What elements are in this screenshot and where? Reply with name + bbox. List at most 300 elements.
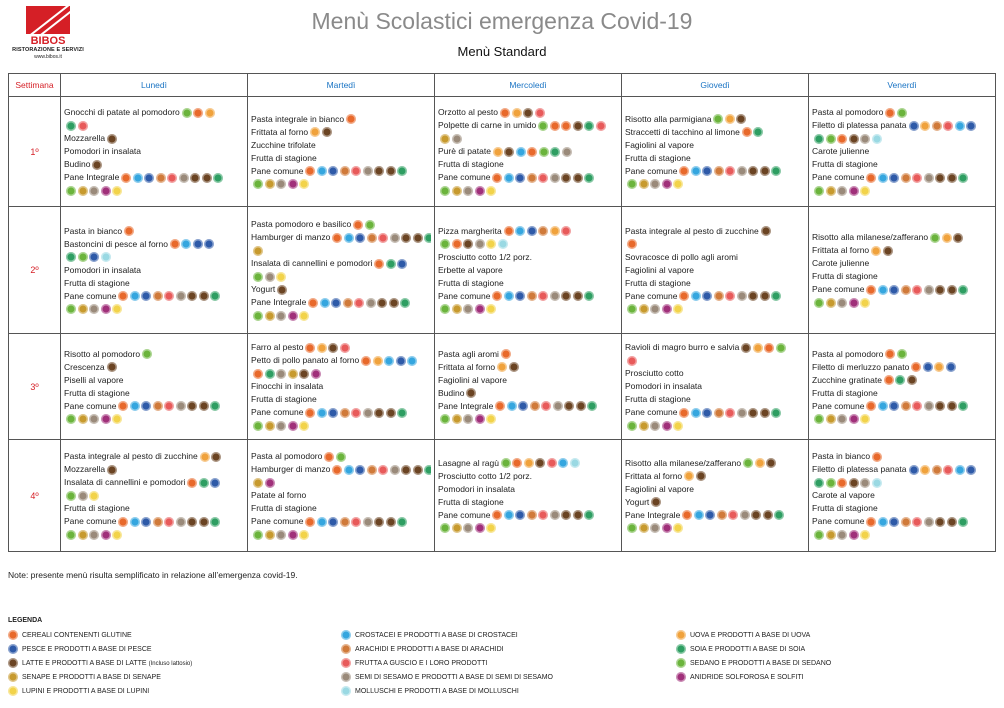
dish-name: Carote al vapore [812,490,875,500]
allergen-L-icon [466,388,476,398]
allergen-F-icon [351,408,361,418]
dish-name: Risotto al pomodoro [64,348,141,359]
allergen-L-icon [389,298,399,308]
allergen-G-icon [305,517,315,527]
allergen-F-icon [725,408,735,418]
allergen-G-icon [682,510,692,520]
dish-line [625,341,805,354]
dish-line [64,528,244,541]
dish-name: Pane comune [64,516,117,526]
dish-line [64,106,244,119]
logo-subtitle: RISTORAZIONE E SERVIZI [12,47,84,53]
allergen-N-icon [826,530,836,540]
allergen-N-icon [639,304,649,314]
allergen-E-icon [501,458,511,468]
allergen-O-icon [871,246,881,256]
allergen-O-icon [676,630,686,640]
allergen-U-icon [89,491,99,501]
dish-name: Pane Integrale [438,400,494,411]
logo-name: BIBOS [30,35,66,47]
allergen-L-icon [935,285,945,295]
allergen-icons [107,362,119,372]
allergen-L-icon [463,239,473,249]
allergen-F-icon [167,173,177,183]
dish-line [625,483,805,496]
allergen-F-icon [725,166,735,176]
dish-name: Sovracosce di pollo agli aromi [625,251,738,262]
dish-line [251,165,431,178]
dish-name: Prosciutto cotto 1/2 porz. [438,470,533,481]
allergen-N-icon [639,523,649,533]
menu-cell-tuesday [248,97,435,207]
allergen-O-icon [942,233,952,243]
dish-name: Hamburger di manzo [251,232,331,242]
dish-line [438,387,618,400]
allergen-C-icon [181,239,191,249]
allergen-icons [182,107,217,117]
allergen-G-icon [837,134,847,144]
allergen-G-icon [353,220,363,230]
allergen-icons [253,245,265,255]
dish-name: Frutta di stagione [64,277,130,288]
allergen-S-icon [924,517,934,527]
allergen-G-icon [764,343,774,353]
allergen-L-icon [763,510,773,520]
dish-name: Pomodori in insalata [438,483,516,494]
dish-name: Pane comune [64,400,117,411]
allergen-Y-icon [386,259,396,269]
allergen-Y-icon [584,291,594,301]
allergen-O-icon [317,343,327,353]
allergen-P-icon [355,465,365,475]
allergen-icons [627,304,685,314]
allergen-S-icon [837,298,847,308]
allergen-C-icon [504,173,514,183]
allergen-icons [466,388,478,398]
allergen-O-icon [934,362,944,372]
allergen-S-icon [452,134,462,144]
allergen-O-icon [524,458,534,468]
menu-header-row [9,74,996,97]
allergen-F-icon [340,343,350,353]
dish-name: Budino [438,387,465,398]
allergen-E-icon [776,343,786,353]
dish-name: Frutta di stagione [812,159,878,169]
dish-line [64,171,244,184]
menu-cell-friday [809,440,996,552]
dish-name: Frittata al forno [812,245,870,255]
allergen-S-icon [89,414,99,424]
allergen-U-icon [299,421,309,431]
dish-line [625,367,805,380]
allergen-G-icon [187,478,197,488]
legend-label: CROSTACEI E PRODOTTI A BASE DI CROSTACEI [355,632,518,639]
allergen-C-icon [317,166,327,176]
allergen-F-icon [378,465,388,475]
dish-name: Filetto di platessa panata [812,120,907,130]
allergen-S-icon [390,465,400,475]
dish-line [438,496,618,509]
allergen-P-icon [518,401,528,411]
allergen-icons [682,510,786,520]
allergen-Y-icon [66,252,76,262]
allergen-icons [651,497,663,507]
allergen-D-icon [662,304,672,314]
dish-line [625,290,805,303]
menu-cell-tuesday [248,334,435,440]
allergen-G-icon [561,121,571,131]
allergen-icons [500,107,546,117]
allergen-U-icon [112,186,122,196]
allergen-P-icon [141,517,151,527]
allergen-L-icon [413,465,423,475]
allergen-icons [66,490,101,500]
allergen-Y-icon [199,478,209,488]
dish-line [625,113,805,126]
dish-line [625,470,805,483]
dish-name: Pomodori in insalata [64,264,142,275]
dish-line [438,158,618,171]
allergen-L-icon [907,375,917,385]
menu-body [9,97,996,552]
allergen-E-icon [66,491,76,501]
allergen-L-icon [107,465,117,475]
allergen-G-icon [495,401,505,411]
allergen-A-icon [343,298,353,308]
allergen-Y-icon [771,291,781,301]
allergen-E-icon [440,239,450,249]
allergen-O-icon [200,452,210,462]
allergen-L-icon [947,401,957,411]
dish-line [251,231,431,244]
allergen-N-icon [826,298,836,308]
dish-name: Insalata di cannellini e pomodori [251,258,373,268]
allergen-F-icon [354,298,364,308]
week-number: 3º [9,334,61,440]
allergen-D-icon [849,298,859,308]
week-row [9,440,996,552]
allergen-D-icon [849,414,859,424]
allergen-G-icon [866,517,876,527]
allergen-A-icon [901,173,911,183]
dish-line [812,515,992,528]
dish-line [625,393,805,406]
dish-name: Risotto alla milanese/zafferano [812,232,929,242]
dish-name: Hamburger di manzo [251,464,331,474]
allergen-S-icon [276,311,286,321]
allergen-icons [866,284,970,294]
dish-line [251,218,431,231]
dish-name: Yogurt [625,496,650,507]
allergen-icons [909,120,978,130]
allergen-U-icon [673,523,683,533]
allergen-E-icon [743,458,753,468]
allergen-S-icon [363,517,373,527]
week-row [9,334,996,440]
allergen-A-icon [538,226,548,236]
allergen-G-icon [679,291,689,301]
allergen-L-icon [202,173,212,183]
allergen-P-icon [210,478,220,488]
allergen-E-icon [253,530,263,540]
dish-line [438,457,618,470]
allergen-S-icon [550,173,560,183]
allergen-icons [627,239,639,249]
allergen-C-icon [691,408,701,418]
allergen-S-icon [650,304,660,314]
allergen-U-icon [112,414,122,424]
dish-name: Frutta di stagione [812,387,878,398]
allergen-M-icon [498,239,508,249]
allergen-L-icon [576,401,586,411]
allergen-P-icon [527,226,537,236]
allergen-D-icon [288,530,298,540]
allergen-N-icon [452,186,462,196]
allergen-C-icon [515,226,525,236]
legend-label: CEREALI CONTENENTI GLUTINE [22,632,132,639]
allergen-S-icon [737,291,747,301]
allergen-G-icon [305,166,315,176]
legend-item [676,643,831,657]
dish-line [625,152,805,165]
legend-item [8,643,192,657]
allergen-E-icon [253,179,263,189]
dish-line [64,251,244,264]
allergen-M-icon [570,458,580,468]
allergen-M-icon [101,252,111,262]
allergen-L-icon [401,233,411,243]
dish-line [64,489,244,502]
allergen-L-icon [386,408,396,418]
allergen-icons [324,451,347,461]
allergen-O-icon [493,147,503,157]
dish-name: Gnocchi di patate al pomodoro [64,107,180,117]
dish-name: Pasta integrale al pesto di zucchine [64,451,198,461]
menu-cell-friday [809,97,996,207]
menu-cell-monday [61,334,248,440]
allergen-icons [253,529,311,539]
allergen-P-icon [515,291,525,301]
allergen-N-icon [78,414,88,424]
dish-name: Frittata al forno [625,470,683,481]
dish-line [64,515,244,528]
allergen-G-icon [492,291,502,301]
dish-name: Purè di patate [438,146,491,156]
allergen-D-icon [475,186,485,196]
menu-cell-friday [809,207,996,334]
allergen-Y-icon [771,166,781,176]
allergen-N-icon [826,186,836,196]
allergen-P-icon [702,291,712,301]
dish-line [812,145,992,158]
day-header-wednesday: Mercoledì [435,74,622,97]
allergen-S-icon [550,291,560,301]
allergen-D-icon [265,478,275,488]
dish-name: Zucchine gratinate [812,374,882,385]
dish-name: Pizza margherita [438,225,502,236]
allergen-Y-icon [958,173,968,183]
allergen-icons [495,401,599,411]
dish-line [812,270,992,283]
dish-name: Pane comune [812,284,865,294]
allergen-L-icon [199,517,209,527]
allergen-A-icon [341,644,351,654]
allergen-D-icon [101,414,111,424]
dish-name: Piselli al vapore [64,374,124,385]
allergen-C-icon [344,233,354,243]
allergen-icons [253,420,311,430]
allergen-E-icon [78,252,88,262]
legend-item [341,685,553,699]
day-header-thursday: Giovedì [622,74,809,97]
allergen-icons [66,252,112,262]
allergen-D-icon [849,530,859,540]
dish-name: Pane Integrale [64,172,120,182]
allergen-U-icon [299,311,309,321]
allergen-C-icon [507,401,517,411]
legend-item [8,657,192,671]
allergen-C-icon [344,465,354,475]
allergen-icons [118,516,222,526]
dish-name: Bastoncini di pesce al forno [64,238,168,249]
allergen-O-icon [512,108,522,118]
allergen-Y-icon [213,173,223,183]
allergen-S-icon [860,134,870,144]
dish-line [438,509,618,522]
dish-name: Pane comune [625,165,678,176]
allergen-C-icon [878,285,888,295]
allergen-F-icon [912,401,922,411]
allergen-icons [885,107,908,117]
dish-line [812,502,992,515]
allergen-L-icon [299,369,309,379]
allergen-O-icon [920,465,930,475]
allergen-icons [92,159,104,169]
allergen-S-icon [176,291,186,301]
allergen-S-icon [740,510,750,520]
legend-item [341,657,553,671]
allergen-E-icon [253,272,263,282]
allergen-D-icon [288,421,298,431]
allergen-A-icon [153,291,163,301]
dish-name: Frittata al forno [251,126,309,137]
dish-line [438,290,618,303]
allergen-D-icon [676,672,686,682]
legend-label: LATTE E PRODOTTI A BASE DI LATTE [22,660,147,667]
allergen-icons [679,291,783,301]
allergen-Y-icon [771,408,781,418]
allergen-A-icon [367,465,377,475]
allergen-icons [107,464,119,474]
allergen-L-icon [374,517,384,527]
allergen-L-icon [374,166,384,176]
allergen-Y-icon [210,291,220,301]
allergen-F-icon [725,291,735,301]
allergen-N-icon [78,530,88,540]
dish-name: Fagiolini al vapore [438,374,507,385]
allergen-U-icon [112,304,122,314]
allergen-icons [679,166,783,176]
dish-line [438,132,618,145]
allergen-icons [493,146,574,156]
menu-cell-monday [61,440,248,552]
allergen-Y-icon [397,408,407,418]
legend-item [341,629,553,643]
allergen-A-icon [527,291,537,301]
allergen-E-icon [627,421,637,431]
dish-name: Pane comune [251,165,304,176]
legend-item [341,643,553,657]
allergen-icons [440,523,498,533]
dish-name: Prosciutto cotto 1/2 porz. [438,251,533,262]
dish-line [64,413,244,426]
allergen-C-icon [694,510,704,520]
allergen-P-icon [204,239,214,249]
dish-line [64,476,244,489]
dish-line [438,470,618,483]
allergen-C-icon [878,173,888,183]
allergen-G-icon [193,108,203,118]
allergen-L-icon [849,134,859,144]
allergen-P-icon [193,239,203,249]
allergen-O-icon [753,343,763,353]
allergen-G-icon [504,226,514,236]
allergen-icons [871,245,894,255]
allergen-Y-icon [587,401,597,411]
allergen-Y-icon [265,369,275,379]
allergen-U-icon [276,272,286,282]
allergen-F-icon [378,233,388,243]
allergen-S-icon [176,401,186,411]
allergen-L-icon [883,246,893,256]
dish-line [625,354,805,367]
dish-name: Risotto alla milanese/zafferano [625,457,742,468]
allergen-L-icon [199,291,209,301]
allergen-C-icon [504,291,514,301]
allergen-L-icon [947,173,957,183]
allergen-icons [911,362,957,372]
dish-line [812,231,992,244]
dish-name: Pane comune [251,516,304,526]
legend-item [676,629,831,643]
allergen-N-icon [265,179,275,189]
dish-line [625,509,805,522]
allergen-icons [361,355,419,365]
allergen-icons [743,458,778,468]
dish-line [812,463,992,476]
allergen-L-icon [8,658,18,668]
allergen-F-icon [164,401,174,411]
allergen-A-icon [714,291,724,301]
dish-line [251,354,431,367]
allergen-A-icon [340,166,350,176]
dish-line [251,419,431,432]
dish-line [64,184,244,197]
dish-name: Straccetti di tacchino al limone [625,126,740,137]
allergen-C-icon [133,173,143,183]
allergen-icons [814,297,872,307]
dish-name: Mozzarella [64,464,106,474]
allergen-S-icon [265,272,275,282]
allergen-S-icon [562,147,572,157]
allergen-G-icon [527,147,537,157]
allergen-icons [253,368,322,378]
allergen-E-icon [538,121,548,131]
allergen-P-icon [89,252,99,262]
allergen-A-icon [153,517,163,527]
dish-line [64,387,244,400]
allergen-C-icon [341,630,351,640]
